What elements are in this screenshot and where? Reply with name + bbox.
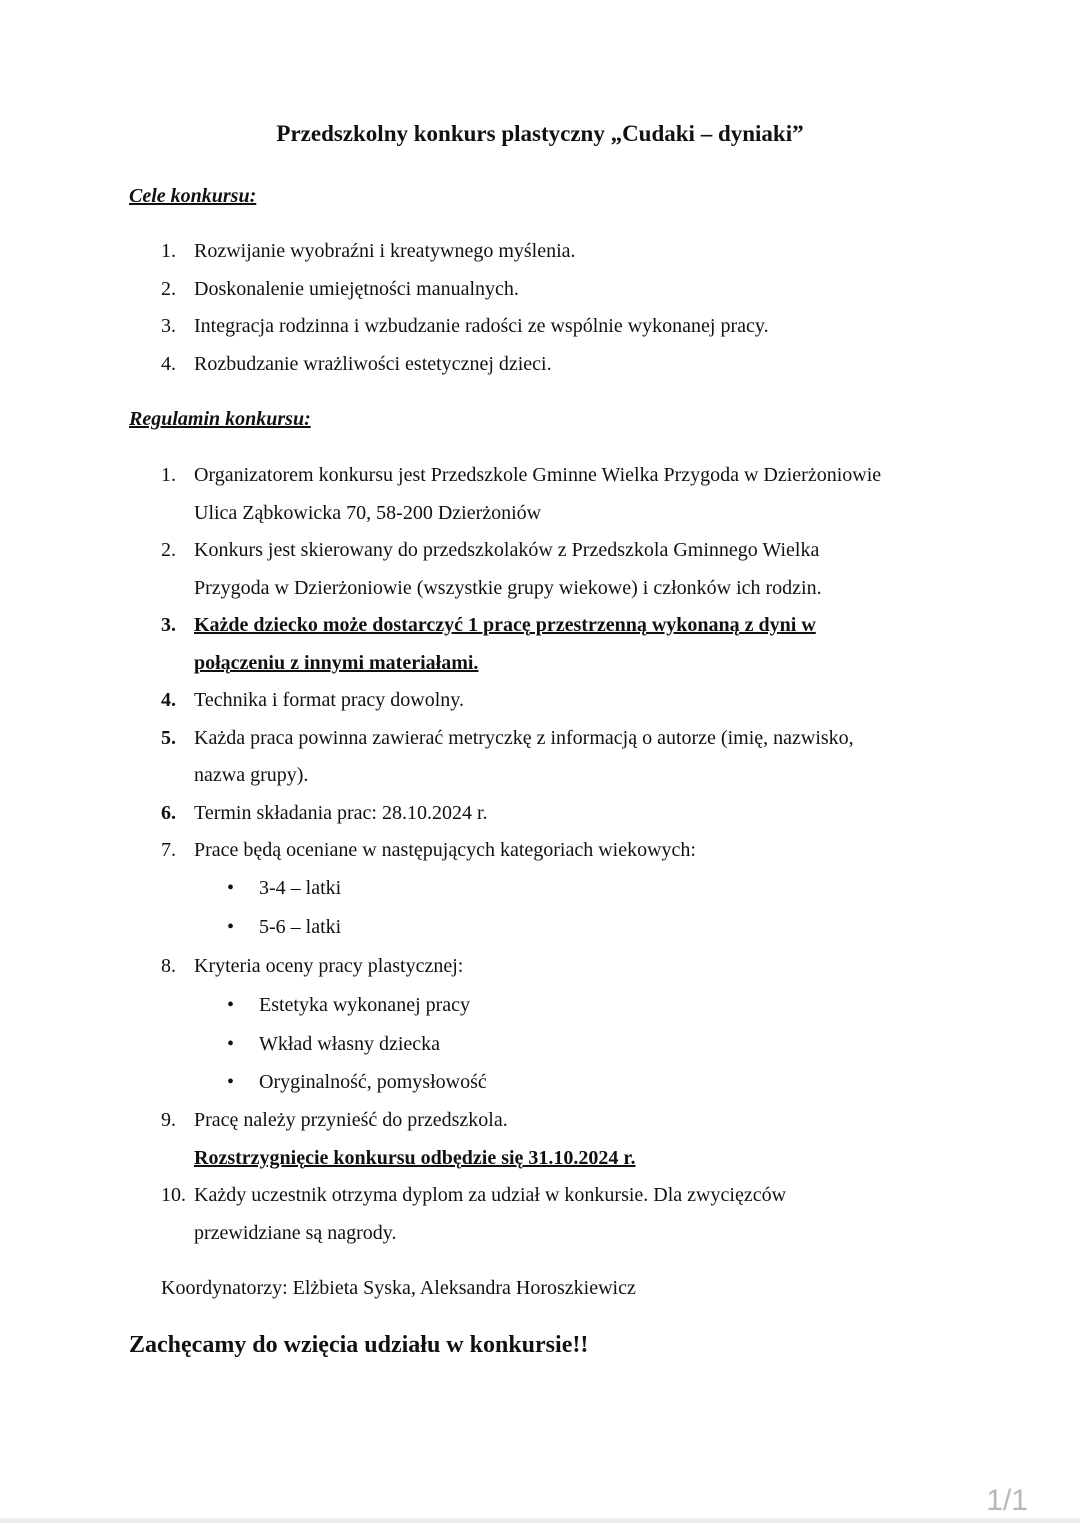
bullet-icon: • [227,1071,235,1093]
list-number: 2. [161,539,176,561]
list-item: Rozbudzanie wrażliwości estetycznej dzieci. [194,353,552,375]
list-item-line: nazwa grupy). [194,764,309,786]
list-number: 9. [161,1109,176,1131]
bullet-icon: • [227,916,235,938]
bullet-icon: • [227,994,235,1016]
list-item-line: Ulica Ząbkowicka 70, 58-200 Dzierżoniów [194,502,542,524]
bullet-item: Wkład własny dziecka [259,1033,441,1055]
document-title: Przedszkolny konkurs plastyczny „Cudaki – dyniaki” [276,121,804,146]
list-item-line: przewidziane są nagrody. [194,1222,397,1244]
list-item-line: Konkurs jest skierowany do przedszkolaków z Przedszkola Gminnego Wielka [194,539,820,561]
list-item-line: Technika i format pracy dowolny. [194,689,464,711]
page-indicator: 1/1 [986,1484,1028,1517]
bottom-bar [0,1518,1080,1523]
goals-heading: Cele konkursu: [129,185,257,207]
list-item: Integracja rodzinna i wzbudzanie radości ze wspólnie wykonanej pracy. [194,315,769,337]
list-number: 2. [161,278,176,300]
list-number: 3. [161,315,176,337]
list-number: 5. [161,727,176,749]
list-number: 6. [161,802,176,824]
list-item-line: Prace będą oceniane w następujących kategoriach wiekowych: [194,839,696,861]
list-number: 3. [161,614,176,636]
list-number: 1. [161,240,176,262]
list-number: 1. [161,464,176,486]
list-item-line: Rozstrzygnięcie konkursu odbędzie się 31.10.2024 r. [194,1147,636,1169]
bullet-item: 3-4 – latki [259,877,342,899]
list-item-line: Pracę należy przynieść do przedszkola. [194,1109,508,1131]
list-item: Doskonalenie umiejętności manualnych. [194,278,519,300]
list-number: 4. [161,353,176,375]
list-number: 10. [161,1184,186,1206]
list-item-line: Przygoda w Dzierżoniowie (wszystkie grupy wiekowe) i członków ich rodzin. [194,577,822,599]
list-number: 7. [161,839,176,861]
bullet-item: Estetyka wykonanej pracy [259,994,471,1016]
list-item-line: Organizatorem konkursu jest Przedszkole Gminne Wielka Przygoda w Dzierżoniowie [194,464,882,486]
list-item-line: Każda praca powinna zawierać metryczkę z informacją o autorze (imię, nazwisko, [194,727,854,749]
rules-heading: Regulamin konkursu: [129,408,311,430]
bullet-icon: • [227,1033,235,1055]
bullet-item: 5-6 – latki [259,916,342,938]
list-item-line: Termin składania prac: 28.10.2024 r. [194,802,488,824]
list-item-line: Kryteria oceny pracy plastycznej: [194,955,464,977]
bullet-icon: • [227,877,235,899]
closing-statement: Zachęcamy do wzięcia udziału w konkursie!! [129,1332,589,1358]
list-item-line: Każde dziecko może dostarczyć 1 pracę przestrzenną wykonaną z dyni w [194,614,816,636]
coordinators: Koordynatorzy: Elżbieta Syska, Aleksandra Horoszkiewicz [161,1277,636,1299]
list-item-line: Każdy uczestnik otrzyma dyplom za udział w konkursie. Dla zwycięzców [194,1184,787,1206]
list-item: Rozwijanie wyobraźni i kreatywnego myślenia. [194,240,576,262]
list-number: 8. [161,955,176,977]
bullet-item: Oryginalność, pomysłowość [259,1071,487,1093]
list-number: 4. [161,689,176,711]
list-item-line: połączeniu z innymi materiałami. [194,652,479,674]
